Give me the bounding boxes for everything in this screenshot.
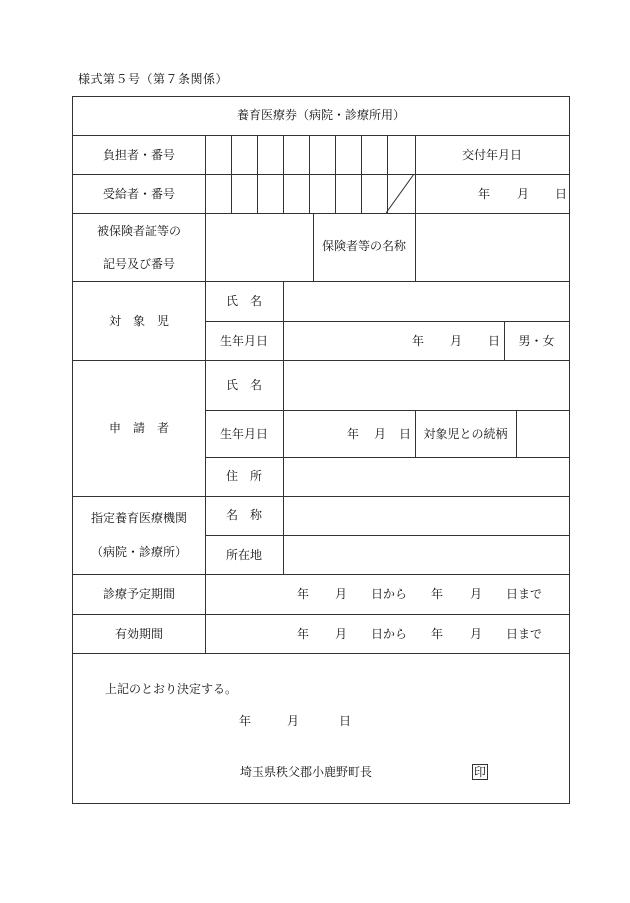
child-label: 対 象 児 (108, 314, 169, 328)
planned-to-year: 年 (431, 587, 444, 601)
institution-location-label: 所在地 (225, 548, 262, 562)
row-divider (205, 410, 569, 411)
row-divider (205, 321, 569, 322)
decision-month: 月 (287, 714, 300, 728)
row-divider (205, 457, 569, 458)
planned-from-day: 日から (371, 587, 408, 601)
column-divider (283, 281, 284, 574)
applicant-name-label: 氏 名 (225, 378, 262, 392)
decision-text: 上記のとおり決定する。 (105, 682, 238, 696)
planned-from-month: 月 (335, 587, 348, 601)
recipient-day: 日 (555, 187, 568, 201)
child-sex: 男・女 (518, 334, 555, 348)
recipient-year: 年 (478, 187, 491, 201)
institution-name-label: 名 称 (225, 508, 262, 522)
number-cell-divider (257, 135, 258, 213)
applicant-birth-month: 月 (374, 427, 387, 441)
row-divider (73, 653, 569, 654)
recipient-label: 受給者・番号 (102, 187, 175, 201)
insurer-name-label: 保険者等の名称 (321, 239, 406, 253)
number-cell-divider (415, 135, 416, 213)
seal-mark: 印 (474, 765, 487, 779)
diagonal-slash (386, 174, 414, 213)
valid-from-day: 日から (371, 627, 408, 641)
planned-period-label: 診療予定期間 (102, 587, 175, 601)
form-title: 養育医療券（病院・診療所用） (236, 108, 405, 122)
recipient-month: 月 (517, 187, 530, 201)
decision-day: 日 (339, 714, 352, 728)
planned-from-year: 年 (297, 587, 310, 601)
child-birth-day: 日 (488, 334, 501, 348)
number-cell-divider (335, 135, 336, 213)
applicant-label: 申 請 者 (108, 421, 169, 435)
valid-to-year: 年 (431, 627, 444, 641)
form-number: 様式第５号（第７条関係） (78, 72, 229, 86)
applicant-address-label: 住 所 (225, 469, 262, 483)
row-divider (73, 496, 569, 497)
child-birth-month: 月 (450, 334, 463, 348)
valid-period-label: 有効期間 (114, 627, 163, 641)
row-divider (73, 135, 569, 136)
child-name-label: 氏 名 (225, 294, 262, 308)
institution-label-line2: （病院・診療所） (90, 545, 187, 559)
valid-from-year: 年 (297, 627, 310, 641)
child-birth-year: 年 (412, 334, 425, 348)
column-divider (205, 135, 206, 653)
burden-label: 負担者・番号 (102, 148, 175, 162)
valid-from-month: 月 (335, 627, 348, 641)
insurance-label-line1: 被保険者証等の (96, 224, 181, 238)
row-divider (73, 360, 569, 361)
child-birth-label: 生年月日 (219, 334, 268, 348)
column-divider (415, 213, 416, 281)
planned-to-day: 日まで (506, 587, 543, 601)
number-cell-divider (231, 135, 232, 213)
row-divider (73, 213, 569, 214)
insurance-label-line2: 記号及び番号 (102, 257, 175, 271)
number-cell-divider (361, 135, 362, 213)
row-divider (73, 281, 569, 282)
applicant-birth-label: 生年月日 (219, 427, 268, 441)
row-divider (73, 614, 569, 615)
applicant-birth-day: 日 (399, 427, 412, 441)
number-cell-divider (283, 135, 284, 213)
issue-date-label: 交付年月日 (461, 148, 522, 162)
valid-to-month: 月 (470, 627, 483, 641)
row-divider (205, 535, 569, 536)
form-table (72, 96, 570, 804)
planned-to-month: 月 (470, 587, 483, 601)
applicant-birth-year: 年 (347, 427, 360, 441)
decision-year: 年 (239, 714, 252, 728)
issuer-name: 埼玉県秩父郡小鹿野町長 (240, 765, 373, 779)
row-divider (73, 574, 569, 575)
valid-to-day: 日まで (506, 627, 543, 641)
row-divider (73, 174, 569, 175)
relation-label: 対象児との続柄 (423, 427, 508, 441)
column-divider (516, 410, 517, 457)
institution-label-line1: 指定養育医療機関 (90, 511, 187, 525)
number-cell-divider (309, 135, 310, 213)
